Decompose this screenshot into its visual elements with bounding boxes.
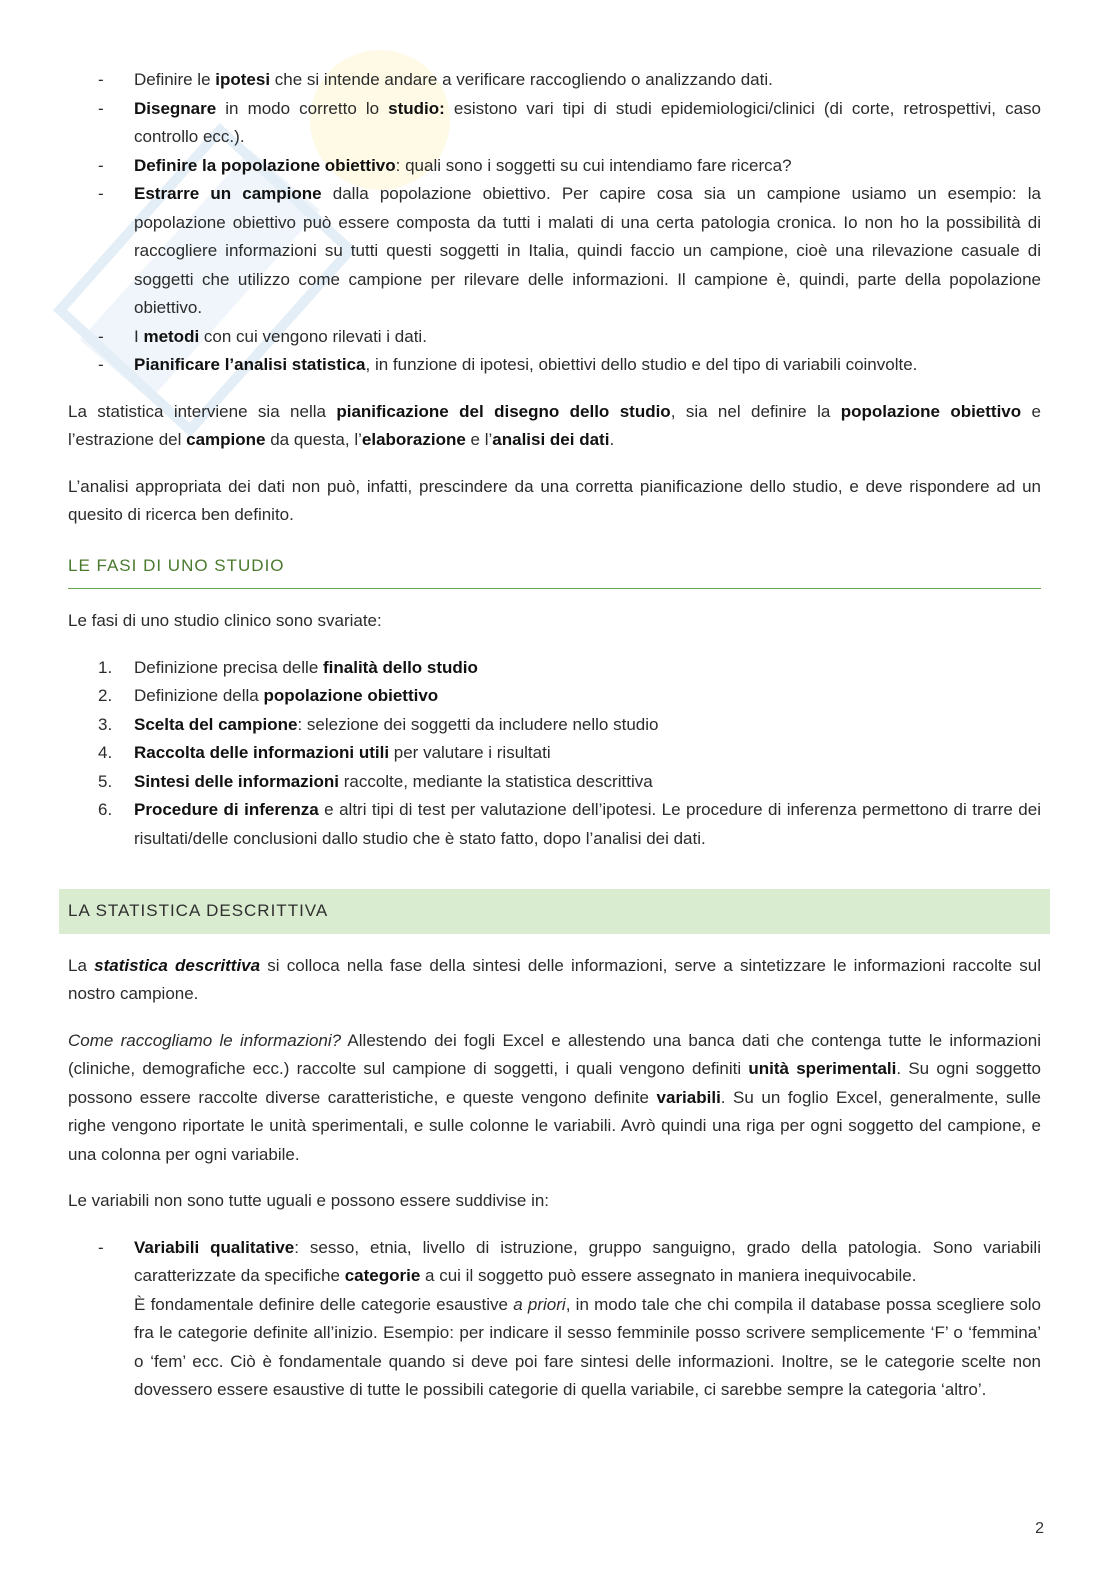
paragraph-phases-intro: Le fasi di uno studio clinico sono svariate: (68, 611, 382, 630)
list-item-text: Definire la popolazione obiettivo: quali sono i soggetti su cui intendiamo fare ricerca? (134, 155, 792, 175)
variables-list (68, 1234, 1041, 1405)
list-item-text: Scelta del campione: selezione dei soggetti da includere nello studio (134, 714, 659, 734)
page-content (68, 66, 1041, 1405)
list-item-text: Pianificare l’analisi statistica, in funzione di ipotesi, obiettivi dello studio e del tipo di variabili coinvolte. (134, 355, 918, 374)
list-item (68, 351, 1041, 380)
list-number: 2. (98, 686, 113, 705)
list-item (68, 152, 1041, 181)
list-item (68, 95, 1041, 152)
page-number: 2 (1035, 1520, 1044, 1537)
list-item-text: I metodi con cui vengono rilevati i dati. (134, 326, 427, 346)
list-item (68, 768, 1041, 797)
list-item (68, 180, 1041, 323)
list-number: 3. (98, 714, 113, 734)
paragraph-data-collection: Come raccogliamo le informazioni? Allestendo dei fogli Excel e allestendo una banca dati che contenga tutte le informazioni (cliniche, demografiche ecc.) raccolte sul campione di soggetti, i quali vengono definiti unità sperimentali. Su ogni soggetto possono essere raccolte diverse caratteristiche, e queste vengono definite variabili. Su un foglio Excel, generalmente, sulle righe vengono riportate le unità sperimentali, e sulle colonne le variabili. Avrò quindi una riga per ogni soggetto del campione, e una colonna per ogni variabile. (68, 1030, 1042, 1164)
list-number: 5. (98, 771, 113, 791)
list-item (68, 711, 1041, 740)
list-item-text: Raccolta delle informazioni utili per valutare i risultati (134, 743, 551, 762)
list-dash: - (98, 70, 104, 89)
list-item-text: Definizione della popolazione obiettivo (134, 686, 439, 705)
paragraph-analysis: L’analisi appropriata dei dati non può, infatti, prescindere da una corretta pianificazione dello studio, e deve rispondere ad un quesito di ricerca ben definito. (68, 476, 1041, 524)
list-dash: - (98, 155, 104, 175)
list-item-text: Sintesi delle informazioni raccolte, mediante la statistica descrittiva (134, 771, 653, 791)
list-item (68, 654, 1041, 683)
list-item (68, 739, 1041, 768)
list-item (68, 682, 1041, 711)
list-number: 6. (98, 800, 113, 819)
paragraph-statistics-role: La statistica interviene sia nella pianificazione del disegno dello studio, sia nel definire la popolazione obiettivo e l’estrazione del campione da questa, l’elaborazione e l’analisi dei dati. (68, 401, 1041, 449)
list-dash: - (98, 326, 104, 346)
list-item (68, 796, 1041, 853)
list-item-text: Disegnare in modo corretto lo studio: esistono vari tipi di studi epidemiologici/clinici (di corte, retrospettivi, caso controllo ecc.). (134, 98, 1041, 146)
list-dash: - (98, 184, 104, 203)
list-dash: - (98, 1237, 104, 1257)
list-dash: - (98, 355, 104, 374)
section-heading-descriptive: LA STATISTICA DESCRITTIVA (59, 889, 1050, 934)
list-number: 4. (98, 743, 113, 762)
list-item (68, 66, 1041, 95)
paragraph-descriptive-intro: La statistica descrittiva si colloca nella fase della sintesi delle informazioni, serve a sintetizzare le informazioni raccolte sul nostro campione. (68, 955, 1041, 1003)
phases-list (68, 654, 1041, 854)
qualitative-definition: Variabili qualitative: sesso, etnia, livello di istruzione, gruppo sanguigno, grado della patologia. Sono variabili caratterizzate da specifiche categorie a cui il soggetto può essere assegnato in maniera inequivocabile. (134, 1237, 1041, 1285)
section-heading-phases: LE FASI DI UNO STUDIO (68, 552, 1041, 590)
list-number: 1. (98, 657, 113, 677)
study-steps-list (68, 66, 1041, 380)
list-item-text: Definizione precisa delle finalità dello studio (134, 657, 478, 677)
list-item-text: Estrarre un campione dalla popolazione obiettivo. Per capire cosa sia un campione usiamo un esempio: la popolazione obiettivo può essere composta da tutti i malati di una certa patologia cronica. Io non ho la possibilità di raccogliere informazioni su tutti questi soggetti in Italia, quindi faccio un campione, cioè una rilevazione casuale di soggetti che utilizzo come campione per rilevare delle informazioni. Il campione è, quindi, parte della popolazione obiettivo. (134, 184, 1042, 317)
list-item-qualitative (68, 1234, 1041, 1405)
list-item-text: Procedure di inferenza e altri tipi di test per valutazione dell’ipotesi. Le procedure di inferenza permettono di trarre dei risultati/delle conclusioni dallo studio che è stato fatto, dopo l’analisi dei dati. (134, 800, 1041, 848)
paragraph-variables-intro: Le variabili non sono tutte uguali e possono essere suddivise in: (68, 1191, 550, 1210)
list-item (68, 323, 1041, 352)
list-dash: - (98, 98, 104, 118)
qualitative-categories-note: È fondamentale definire delle categorie esaustive a priori, in modo tale che chi compila il database possa scegliere solo fra le categorie definite all’inizio. Esempio: per indicare il sesso femminile posso scrivere semplicemente ‘F’ o ‘femmina’ o ‘fem’ ecc. Ciò è fondamentale quando si deve poi fare sintesi delle informazioni. Inoltre, se le categorie scelte non dovessero essere esaustive di tutte le possibili categorie di quella variabile, ci sarebbe sempre la categoria ‘altro’. (134, 1294, 1042, 1399)
list-item-text: Definire le ipotesi che si intende andare a verificare raccogliendo o analizzando dati. (134, 70, 773, 89)
